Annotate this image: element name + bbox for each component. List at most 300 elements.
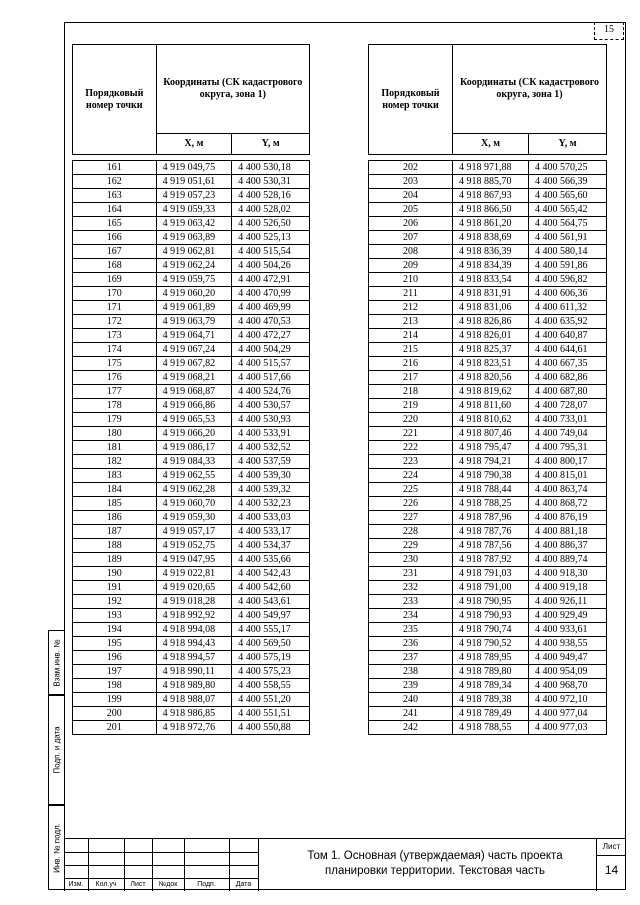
point-number-cell: 227	[369, 511, 453, 525]
table-row	[369, 609, 607, 623]
table-row	[369, 665, 607, 679]
x-coordinate-cell: 4 918 971,88	[453, 161, 529, 175]
table-row	[369, 693, 607, 707]
y-coordinate-cell: 4 400 640,87	[529, 329, 607, 343]
table-row	[73, 511, 310, 525]
table-row	[73, 329, 310, 343]
x-coordinate-cell: 4 918 790,93	[453, 609, 529, 623]
point-number-cell: 185	[73, 497, 157, 511]
stamp-col-podp: Подп.	[197, 881, 216, 888]
y-coordinate-cell: 4 400 543,61	[232, 595, 310, 609]
y-coordinate-cell: 4 400 533,17	[232, 525, 310, 539]
y-coordinate-cell: 4 400 472,27	[232, 329, 310, 343]
x-coordinate-cell: 4 919 047,95	[156, 553, 232, 567]
left-table-body	[73, 161, 310, 735]
sheet-label: Лист	[602, 842, 621, 851]
point-number-cell: 222	[369, 441, 453, 455]
table-row	[73, 441, 310, 455]
y-coordinate-cell: 4 400 977,03	[529, 721, 607, 735]
y-coordinate-cell: 4 400 504,29	[232, 343, 310, 357]
table-row	[369, 231, 607, 245]
point-number-cell: 213	[369, 315, 453, 329]
table-row	[73, 287, 310, 301]
y-coordinate-cell: 4 400 933,61	[529, 623, 607, 637]
point-number-cell: 209	[369, 259, 453, 273]
y-coordinate-cell: 4 400 575,19	[232, 651, 310, 665]
table-row	[369, 217, 607, 231]
table-row	[369, 581, 607, 595]
coordinates-table-right	[368, 44, 607, 735]
y-coordinate-cell: 4 400 542,60	[232, 581, 310, 595]
table-row	[369, 315, 607, 329]
y-coordinate-cell: 4 400 868,72	[529, 497, 607, 511]
document-title-line2: планировки территории. Текстовая часть	[325, 865, 545, 877]
point-number-cell: 186	[73, 511, 157, 525]
y-coordinate-cell: 4 400 876,19	[529, 511, 607, 525]
x-coordinate-cell: 4 918 823,51	[453, 357, 529, 371]
x-coordinate-cell: 4 918 789,49	[453, 707, 529, 721]
point-number-cell: 174	[73, 343, 157, 357]
x-coordinate-cell: 4 918 986,85	[156, 707, 232, 721]
table-row	[73, 525, 310, 539]
table-row	[73, 455, 310, 469]
table-row	[73, 175, 310, 189]
point-number-cell: 162	[73, 175, 157, 189]
point-number-cell: 175	[73, 357, 157, 371]
point-number-cell: 211	[369, 287, 453, 301]
x-coordinate-cell: 4 918 811,60	[453, 399, 529, 413]
point-number-cell: 168	[73, 259, 157, 273]
x-coordinate-cell: 4 918 988,07	[156, 693, 232, 707]
y-coordinate-cell: 4 400 566,39	[529, 175, 607, 189]
x-coordinate-cell: 4 918 825,37	[453, 343, 529, 357]
table-row	[73, 245, 310, 259]
y-coordinate-cell: 4 400 528,16	[232, 189, 310, 203]
table-row	[369, 469, 607, 483]
x-coordinate-cell: 4 918 789,34	[453, 679, 529, 693]
point-number-cell: 173	[73, 329, 157, 343]
point-number-cell: 202	[369, 161, 453, 175]
y-coordinate-cell: 4 400 611,32	[529, 301, 607, 315]
table-row	[369, 357, 607, 371]
y-coordinate-cell: 4 400 596,82	[529, 273, 607, 287]
point-number-cell: 240	[369, 693, 453, 707]
x-coordinate-cell: 4 918 790,74	[453, 623, 529, 637]
table-row	[369, 399, 607, 413]
point-number-cell: 233	[369, 595, 453, 609]
table-row	[73, 539, 310, 553]
right-table-body	[369, 161, 607, 735]
point-number-cell: 215	[369, 343, 453, 357]
x-coordinate-cell: 4 918 790,52	[453, 637, 529, 651]
point-number-cell: 218	[369, 385, 453, 399]
y-coordinate-cell: 4 400 749,04	[529, 427, 607, 441]
point-number-cell: 236	[369, 637, 453, 651]
point-number-cell: 161	[73, 161, 157, 175]
table-row	[369, 371, 607, 385]
y-coordinate-cell: 4 400 515,54	[232, 245, 310, 259]
y-coordinate-cell: 4 400 551,51	[232, 707, 310, 721]
point-number-cell: 234	[369, 609, 453, 623]
point-number-cell: 217	[369, 371, 453, 385]
y-coordinate-cell: 4 400 687,80	[529, 385, 607, 399]
table-row	[73, 483, 310, 497]
point-number-cell: 197	[73, 665, 157, 679]
point-number-cell: 194	[73, 623, 157, 637]
point-number-cell: 208	[369, 245, 453, 259]
y-coordinate-cell: 4 400 886,37	[529, 539, 607, 553]
table-row	[73, 693, 310, 707]
point-number-cell: 230	[369, 553, 453, 567]
y-coordinate-cell: 4 400 569,50	[232, 637, 310, 651]
table-row	[73, 651, 310, 665]
coordinates-table-left	[72, 44, 310, 735]
y-coordinate-cell: 4 400 682,86	[529, 371, 607, 385]
table-row	[369, 301, 607, 315]
x-coordinate-cell: 4 918 790,38	[453, 469, 529, 483]
y-coordinate-cell: 4 400 526,50	[232, 217, 310, 231]
y-coordinate-cell: 4 400 551,20	[232, 693, 310, 707]
y-coordinate-cell: 4 400 530,93	[232, 413, 310, 427]
side-label-inv: Инв. № подл.	[52, 822, 61, 873]
y-coordinate-cell: 4 400 926,11	[529, 595, 607, 609]
y-coordinate-cell: 4 400 469,99	[232, 301, 310, 315]
point-number-cell: 195	[73, 637, 157, 651]
x-coordinate-cell: 4 919 060,70	[156, 497, 232, 511]
x-coordinate-cell: 4 919 067,24	[156, 343, 232, 357]
y-coordinate-cell: 4 400 532,23	[232, 497, 310, 511]
title-block	[64, 838, 626, 890]
point-number-cell: 169	[73, 273, 157, 287]
table-row	[369, 441, 607, 455]
point-number-cell: 198	[73, 679, 157, 693]
point-number-cell: 189	[73, 553, 157, 567]
point-number-cell: 232	[369, 581, 453, 595]
sheet-number: 14	[604, 863, 619, 877]
x-coordinate-cell: 4 919 049,75	[156, 161, 232, 175]
x-coordinate-cell: 4 919 068,87	[156, 385, 232, 399]
x-coordinate-cell: 4 918 791,00	[453, 581, 529, 595]
y-coordinate-cell: 4 400 863,74	[529, 483, 607, 497]
point-number-cell: 241	[369, 707, 453, 721]
table-row	[369, 189, 607, 203]
x-coordinate-cell: 4 919 061,89	[156, 301, 232, 315]
table-row	[369, 651, 607, 665]
point-number-cell: 235	[369, 623, 453, 637]
table-row	[73, 259, 310, 273]
x-coordinate-cell: 4 918 787,92	[453, 553, 529, 567]
stamp-col-kol: Кол.уч	[95, 881, 117, 888]
x-coordinate-cell: 4 919 057,17	[156, 525, 232, 539]
point-number-cell: 191	[73, 581, 157, 595]
y-coordinate-cell: 4 400 542,43	[232, 567, 310, 581]
x-coordinate-cell: 4 918 787,76	[453, 525, 529, 539]
y-coordinate-cell: 4 400 470,53	[232, 315, 310, 329]
y-coordinate-cell: 4 400 949,47	[529, 651, 607, 665]
x-coordinate-cell: 4 918 787,56	[453, 539, 529, 553]
point-number-cell: 171	[73, 301, 157, 315]
table-row	[73, 357, 310, 371]
point-number-cell: 196	[73, 651, 157, 665]
point-number-cell: 187	[73, 525, 157, 539]
x-coordinate-cell: 4 919 059,33	[156, 203, 232, 217]
table-row	[73, 665, 310, 679]
point-number-cell: 200	[73, 707, 157, 721]
point-number-cell: 183	[73, 469, 157, 483]
x-coordinate-cell: 4 919 086,17	[156, 441, 232, 455]
table-row	[369, 245, 607, 259]
table-row	[73, 581, 310, 595]
table-row	[369, 175, 607, 189]
y-coordinate-cell: 4 400 733,01	[529, 413, 607, 427]
y-coordinate-cell: 4 400 815,01	[529, 469, 607, 483]
y-coordinate-cell: 4 400 800,17	[529, 455, 607, 469]
point-number-cell: 192	[73, 595, 157, 609]
x-coordinate-cell: 4 918 990,11	[156, 665, 232, 679]
x-coordinate-cell: 4 918 826,86	[453, 315, 529, 329]
table-row	[73, 301, 310, 315]
x-coordinate-cell: 4 919 063,79	[156, 315, 232, 329]
x-coordinate-cell: 4 918 789,38	[453, 693, 529, 707]
table-row	[369, 329, 607, 343]
table-row	[73, 623, 310, 637]
x-coordinate-cell: 4 919 057,23	[156, 189, 232, 203]
y-coordinate-cell: 4 400 525,13	[232, 231, 310, 245]
table-row	[73, 399, 310, 413]
document-title	[274, 849, 596, 879]
table-row	[369, 455, 607, 469]
y-coordinate-cell: 4 400 635,92	[529, 315, 607, 329]
point-number-cell: 242	[369, 721, 453, 735]
x-coordinate-cell: 4 919 062,81	[156, 245, 232, 259]
point-number-cell: 201	[73, 721, 157, 735]
header-y: Y, м	[232, 134, 310, 155]
table-row	[73, 679, 310, 693]
y-coordinate-cell: 4 400 550,88	[232, 721, 310, 735]
x-coordinate-cell: 4 918 831,06	[453, 301, 529, 315]
x-coordinate-cell: 4 918 836,39	[453, 245, 529, 259]
table-row	[369, 259, 607, 273]
table-row	[73, 203, 310, 217]
point-number-cell: 165	[73, 217, 157, 231]
stamp-col-izm: Изм.	[68, 881, 84, 888]
sheet-box	[596, 839, 626, 891]
table-row	[73, 637, 310, 651]
header-coordinates: Координаты (СК кадастрового округа, зона 1)	[156, 45, 309, 134]
x-coordinate-cell: 4 918 794,21	[453, 455, 529, 469]
table-row	[73, 315, 310, 329]
y-coordinate-cell: 4 400 968,70	[529, 679, 607, 693]
y-coordinate-cell: 4 400 881,18	[529, 525, 607, 539]
table-row	[73, 595, 310, 609]
x-coordinate-cell: 4 919 060,20	[156, 287, 232, 301]
table-row	[73, 553, 310, 567]
y-coordinate-cell: 4 400 667,35	[529, 357, 607, 371]
x-coordinate-cell: 4 919 052,75	[156, 539, 232, 553]
table-row	[369, 413, 607, 427]
x-coordinate-cell: 4 919 063,42	[156, 217, 232, 231]
x-coordinate-cell: 4 919 084,33	[156, 455, 232, 469]
header-x: X, м	[156, 134, 232, 155]
y-coordinate-cell: 4 400 644,61	[529, 343, 607, 357]
x-coordinate-cell: 4 918 826,01	[453, 329, 529, 343]
point-number-cell: 181	[73, 441, 157, 455]
table-row	[369, 567, 607, 581]
x-coordinate-cell: 4 919 059,75	[156, 273, 232, 287]
table-row	[369, 483, 607, 497]
table-row	[369, 385, 607, 399]
x-coordinate-cell: 4 919 067,82	[156, 357, 232, 371]
x-coordinate-cell: 4 919 066,86	[156, 399, 232, 413]
x-coordinate-cell: 4 918 885,70	[453, 175, 529, 189]
table-row	[369, 287, 607, 301]
x-coordinate-cell: 4 918 838,69	[453, 231, 529, 245]
point-number-cell: 220	[369, 413, 453, 427]
point-number-cell: 229	[369, 539, 453, 553]
y-coordinate-cell: 4 400 535,66	[232, 553, 310, 567]
table-row	[73, 609, 310, 623]
point-number-cell: 225	[369, 483, 453, 497]
stamp-col-list: Лист	[130, 881, 146, 888]
table-row	[369, 707, 607, 721]
table-row	[369, 497, 607, 511]
point-number-cell: 239	[369, 679, 453, 693]
y-coordinate-cell: 4 400 795,31	[529, 441, 607, 455]
table-row	[369, 595, 607, 609]
table-row	[73, 385, 310, 399]
table-row	[369, 721, 607, 735]
x-coordinate-cell: 4 918 788,55	[453, 721, 529, 735]
x-coordinate-cell: 4 919 018,28	[156, 595, 232, 609]
point-number-cell: 199	[73, 693, 157, 707]
x-coordinate-cell: 4 918 790,95	[453, 595, 529, 609]
point-number-cell: 176	[73, 371, 157, 385]
y-coordinate-cell: 4 400 534,37	[232, 539, 310, 553]
y-coordinate-cell: 4 400 530,31	[232, 175, 310, 189]
header-point-number: Порядковый номер точки	[73, 45, 157, 155]
point-number-cell: 177	[73, 385, 157, 399]
point-number-cell: 238	[369, 665, 453, 679]
x-coordinate-cell: 4 919 051,61	[156, 175, 232, 189]
y-coordinate-cell: 4 400 938,55	[529, 637, 607, 651]
table-row	[73, 161, 310, 175]
x-coordinate-cell: 4 918 867,93	[453, 189, 529, 203]
y-coordinate-cell: 4 400 561,91	[529, 231, 607, 245]
point-number-cell: 237	[369, 651, 453, 665]
x-coordinate-cell: 4 918 788,25	[453, 497, 529, 511]
point-number-cell: 226	[369, 497, 453, 511]
x-coordinate-cell: 4 918 992,92	[156, 609, 232, 623]
point-number-cell: 190	[73, 567, 157, 581]
y-coordinate-cell: 4 400 728,07	[529, 399, 607, 413]
x-coordinate-cell: 4 919 065,53	[156, 413, 232, 427]
table-row	[73, 707, 310, 721]
revision-grid	[64, 839, 258, 891]
x-coordinate-cell: 4 918 989,80	[156, 679, 232, 693]
x-coordinate-cell: 4 918 819,62	[453, 385, 529, 399]
y-coordinate-cell: 4 400 539,30	[232, 469, 310, 483]
x-coordinate-cell: 4 918 994,43	[156, 637, 232, 651]
x-coordinate-cell: 4 918 810,62	[453, 413, 529, 427]
y-coordinate-cell: 4 400 533,03	[232, 511, 310, 525]
y-coordinate-cell: 4 400 570,25	[529, 161, 607, 175]
side-label-vzam: Взам.инв. №	[52, 638, 61, 687]
table-row	[369, 161, 607, 175]
y-coordinate-cell: 4 400 580,14	[529, 245, 607, 259]
side-stamp-inv	[48, 805, 64, 890]
table-row	[369, 539, 607, 553]
x-coordinate-cell: 4 918 866,50	[453, 203, 529, 217]
x-coordinate-cell: 4 918 787,96	[453, 511, 529, 525]
y-coordinate-cell: 4 400 564,75	[529, 217, 607, 231]
x-coordinate-cell: 4 918 807,46	[453, 427, 529, 441]
x-coordinate-cell: 4 918 833,54	[453, 273, 529, 287]
point-number-cell: 205	[369, 203, 453, 217]
table-row	[73, 371, 310, 385]
x-coordinate-cell: 4 919 062,28	[156, 483, 232, 497]
point-number-cell: 224	[369, 469, 453, 483]
point-number-cell: 164	[73, 203, 157, 217]
point-number-cell: 216	[369, 357, 453, 371]
side-stamp-podp	[48, 695, 64, 805]
y-coordinate-cell: 4 400 575,23	[232, 665, 310, 679]
y-coordinate-cell: 4 400 918,30	[529, 567, 607, 581]
y-coordinate-cell: 4 400 889,74	[529, 553, 607, 567]
point-number-cell: 214	[369, 329, 453, 343]
y-coordinate-cell: 4 400 504,26	[232, 259, 310, 273]
y-coordinate-cell: 4 400 549,97	[232, 609, 310, 623]
side-stamp-vzam	[48, 630, 64, 695]
table-row	[369, 679, 607, 693]
header-point-number: Порядковый номер точки	[369, 45, 453, 155]
point-number-cell: 228	[369, 525, 453, 539]
table-row	[73, 343, 310, 357]
y-coordinate-cell: 4 400 919,18	[529, 581, 607, 595]
x-coordinate-cell: 4 918 861,20	[453, 217, 529, 231]
point-number-cell: 166	[73, 231, 157, 245]
x-coordinate-cell: 4 919 059,30	[156, 511, 232, 525]
header-y: Y, м	[529, 134, 607, 155]
table-row	[369, 427, 607, 441]
header-coordinates: Координаты (СК кадастрового округа, зона 1)	[453, 45, 607, 134]
point-number-cell: 188	[73, 539, 157, 553]
table-row	[73, 427, 310, 441]
table-row	[73, 189, 310, 203]
x-coordinate-cell: 4 918 831,91	[453, 287, 529, 301]
point-number-cell: 167	[73, 245, 157, 259]
table-row	[73, 413, 310, 427]
y-coordinate-cell: 4 400 537,59	[232, 455, 310, 469]
y-coordinate-cell: 4 400 555,17	[232, 623, 310, 637]
y-coordinate-cell: 4 400 532,52	[232, 441, 310, 455]
side-label-podp: Подп. и дата	[52, 726, 61, 774]
table-row	[369, 637, 607, 651]
x-coordinate-cell: 4 918 972,76	[156, 721, 232, 735]
x-coordinate-cell: 4 918 834,39	[453, 259, 529, 273]
x-coordinate-cell: 4 918 788,44	[453, 483, 529, 497]
point-number-cell: 219	[369, 399, 453, 413]
x-coordinate-cell: 4 919 064,71	[156, 329, 232, 343]
table-row	[369, 525, 607, 539]
point-number-cell: 182	[73, 455, 157, 469]
point-number-cell: 231	[369, 567, 453, 581]
stamp-col-data: Дата	[235, 881, 252, 888]
y-coordinate-cell: 4 400 515,57	[232, 357, 310, 371]
y-coordinate-cell: 4 400 972,10	[529, 693, 607, 707]
y-coordinate-cell: 4 400 606,36	[529, 287, 607, 301]
x-coordinate-cell: 4 918 820,56	[453, 371, 529, 385]
y-coordinate-cell: 4 400 517,66	[232, 371, 310, 385]
